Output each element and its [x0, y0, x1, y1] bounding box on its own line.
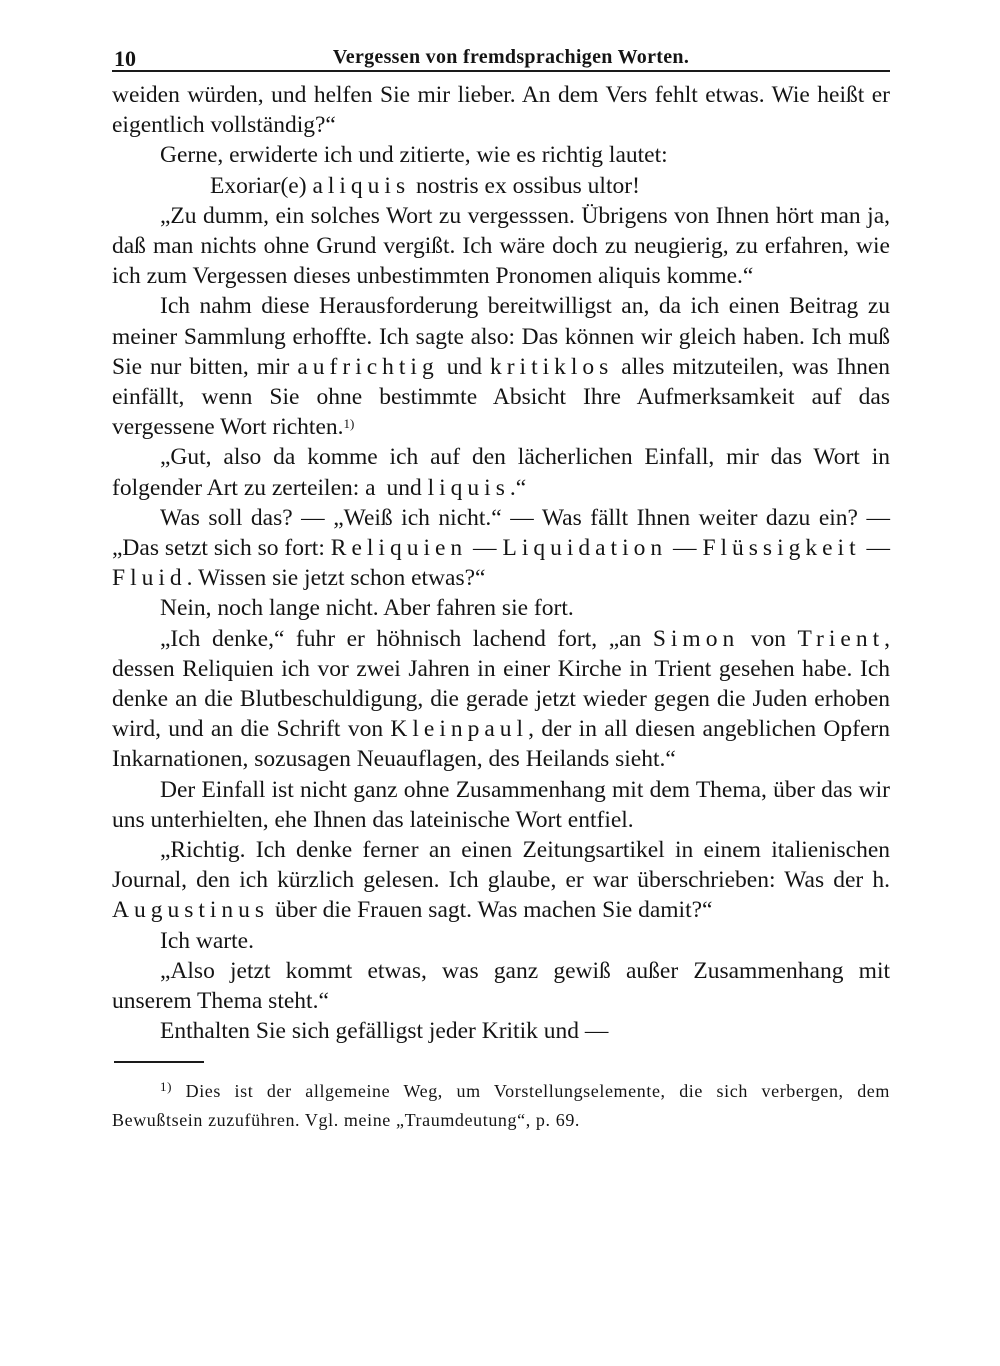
emphasis-a: a: [365, 474, 381, 501]
emphasis-liquidation: Liquidation: [502, 535, 668, 562]
emphasis-trient: Trient: [797, 625, 885, 652]
paragraph-2: Gerne, erwiderte ich und zitierte, wie es richtig lautet:: [160, 142, 668, 169]
verse-part-2: nostris ex ossibus ultor!: [410, 172, 640, 199]
text-run: „Gut, also da komme ich auf den lächerlichen Einfall, mir das Wort in folgender Art zu zerteilen:: [112, 444, 890, 501]
emphasis-liquis: liquis: [427, 474, 510, 501]
paragraph-12: „Also jetzt kommt etwas, was ganz gewiß außer Zusammenhang mit unserem Thema steht.“: [112, 957, 890, 1015]
page-header: [112, 40, 890, 72]
text-run: —: [860, 535, 891, 562]
text-run: und: [438, 353, 490, 380]
paragraph-10: [112, 835, 890, 926]
verse-line: [112, 171, 890, 201]
text-run: .“: [509, 474, 527, 501]
footnote-divider: [114, 1061, 204, 1063]
text-run: alles mitzuteilen, was Ihnen einfällt, wenn Sie ohne bestimmte Absicht Ihre Aufmerksamkeit auf das vergessene Wort richten.: [112, 353, 890, 441]
emphasis-kleinpaul: Kleinpaul: [390, 716, 529, 743]
running-title: Vergessen von fremdsprachigen Worten.: [332, 46, 690, 68]
text-run: Was soll das? — „Weiß ich nicht.“ — Was fällt Ihnen weiter dazu ein? — „Das setzt sich so fort:: [112, 504, 890, 562]
paragraph-3: „Zu dumm, ein solches Wort zu vergesssen. Übrigens von Ihnen hört man ja, daß man nichts ohne Grund vergißt. Ich wäre doch zu neugierig, zu erfahren, wie ich zum Vergessen dieses unbestimmten Pronomen aliquis komme.“: [112, 202, 890, 290]
emphasis-simon: Simon: [652, 625, 740, 652]
text-run: —: [667, 535, 703, 562]
text-run: Ich nahm diese Herausforderung bereitwilligst an, da ich einen Beitrag zu meiner Sammlung erhoffte. Ich sagte also: Das können wir gleich haben. Ich muß Sie nur bitten, mir: [112, 293, 890, 380]
text-run: und: [380, 474, 428, 501]
page-number: 10: [114, 46, 136, 71]
emphasis-reliquien: Reliquien: [330, 535, 468, 562]
footnote-reference: 1): [343, 416, 355, 432]
body-text: [112, 80, 890, 1047]
verse-part-1: Exoriar(e): [210, 172, 313, 199]
footnote-text: Dies ist der allgemeine Weg, um Vorstellungselemente, die sich verbergen, dem Bewußtsein zuzuführen. Vgl. meine „Traumdeutung“, p. 69.: [112, 1080, 890, 1130]
text-run: . Wissen sie jetzt schon etwas?“: [186, 565, 486, 592]
text-run: , dessen Reliquien ich vor zwei Jahren in einer Kirche in Trient gesehen habe. Ich denke an die Blutbeschuldigung, die gerade jetzt wieder gegen die Juden erhoben wird, und an die Schrift von: [112, 625, 890, 743]
paragraph-5: [112, 442, 890, 502]
emphasis-aliquis: aliquis: [312, 172, 411, 199]
emphasis-kritiklos: kritiklos: [489, 353, 614, 380]
paragraph-4: [112, 291, 890, 442]
paragraph-11: Ich warte.: [160, 927, 254, 954]
footnote-marker: 1): [160, 1078, 173, 1094]
paragraph-1: weiden würden, und helfen Sie mir lieber. An dem Vers fehlt etwas. Wie heißt er eigentlich vollständig?“: [112, 82, 890, 139]
text-run: , der in all diesen angeblichen Opfern Inkarnationen, sozusagen Neuauflagen, des Heilands sieht.“: [112, 716, 890, 773]
footnote: [112, 1077, 890, 1135]
emphasis-augustinus: Augustinus: [112, 897, 270, 924]
text-run: über die Frauen sagt. Was machen Sie damit?“: [269, 897, 713, 924]
text-run: „Ich denke,“ fuhr er höhnisch lachend fort, „an: [160, 625, 653, 652]
text-run: von: [739, 625, 798, 652]
text-run: —: [467, 535, 503, 562]
emphasis-aufrichtig: aufrichtig: [297, 353, 439, 380]
paragraph-9: Der Einfall ist nicht ganz ohne Zusammenhang mit dem Thema, über das wir uns unterhielten, ehe Ihnen das lateinische Wort entfiel.: [112, 776, 890, 833]
emphasis-fluessigkeit: Flüssigkeit: [702, 535, 861, 562]
text-run: „Richtig. Ich denke ferner an einen Zeitungsartikel in einem italienischen Journal, den ich kürzlich gelesen. Ich glaube, er war überschrieben: Was der h.: [112, 837, 890, 894]
paragraph-7: Nein, noch lange nicht. Aber fahren sie fort.: [160, 595, 574, 622]
book-page: [112, 40, 890, 1135]
paragraph-6: [112, 503, 890, 594]
paragraph-13: Enthalten Sie sich gefälligst jeder Kritik und —: [160, 1018, 609, 1045]
paragraph-8: [112, 624, 890, 775]
emphasis-fluid: Fluid: [112, 565, 187, 592]
